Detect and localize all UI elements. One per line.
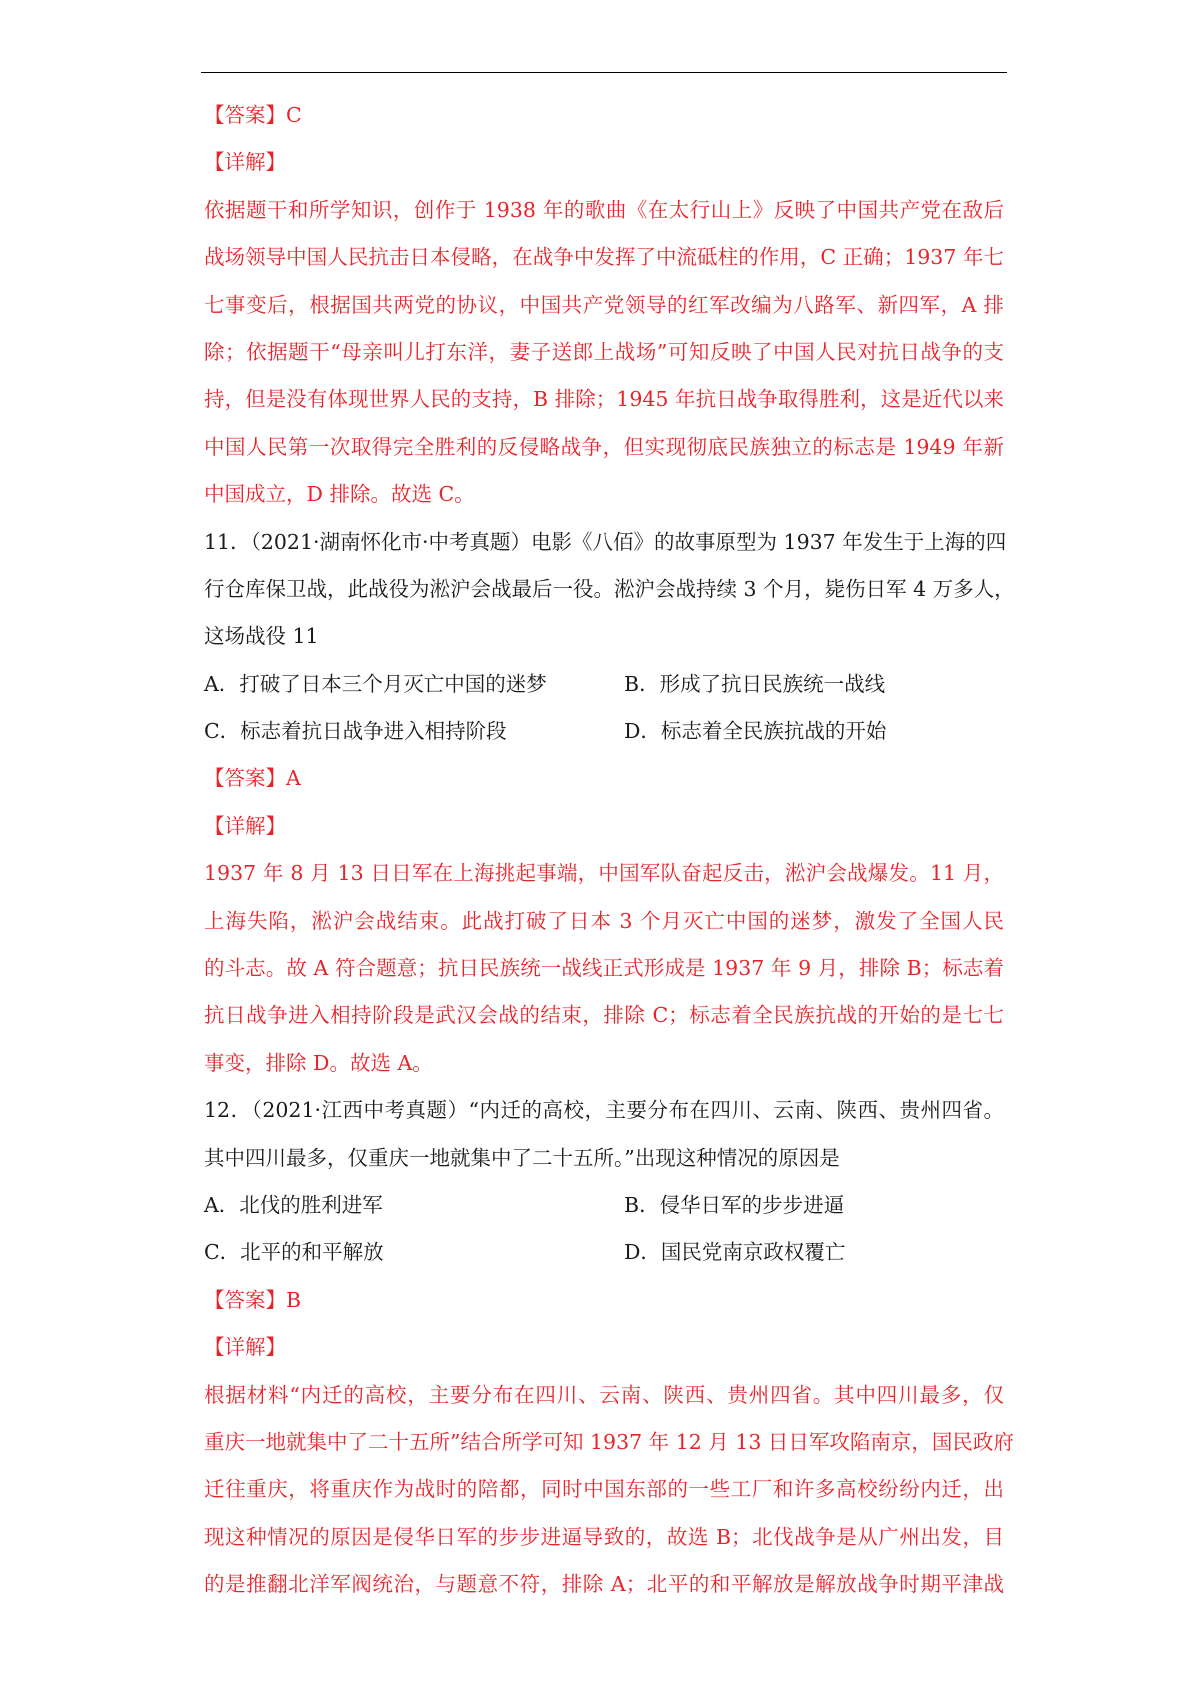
q11-option-c: C．标志着抗日战争进入相持阶段 [204,719,507,744]
detail-label-q12: 【详解】 [204,1335,286,1360]
question-11-stem: 这场战役 11 [204,624,319,649]
detail-line-q12: 迁往重庆，将重庆作为战时的陪都，同时中国东部的一些工厂和许多高校纷纷内迁，出 [204,1477,1004,1502]
question-12-options-row [204,1182,1004,1229]
page-content [204,92,1015,1609]
detail-line-q11: 事变，排除 D。故选 A。 [204,1050,433,1075]
question-11-stem: 11．（2021·湖南怀化市·中考真题）电影《八佰》的故事原型为 1937 年发生于上海的四 [204,529,1007,554]
detail-line-q10: 七事变后，根据国共两党的协议，中国共产党领导的红军改编为八路军、新四军，A 排 [204,292,1004,317]
detail-line-q12: 的是推翻北洋军阀统治，与题意不符，排除 A；北平的和平解放是解放战争时期平津战 [204,1572,1004,1597]
detail-line-q12: 现这种情况的原因是侵华日军的步步进逼导致的，故选 B；北伐战争是从广州出发，目 [204,1524,1004,1549]
q11-option-a: A．打破了日本三个月灭亡中国的迷梦 [204,671,547,696]
q12-option-a: A．北伐的胜利进军 [204,1192,383,1217]
detail-label-q10: 【详解】 [204,150,286,175]
question-12-options-row [204,1229,1004,1276]
detail-line-q11: 抗日战争进入相持阶段是武汉会战的结束，排除 C；标志着全民族抗战的开始的是七七 [204,1003,1004,1028]
detail-line-q12: 根据材料“内迁的高校，主要分布在四川、云南、陕西、贵州四省。其中四川最多，仅 [204,1382,1004,1407]
detail-line-q10: 依据题干和所学知识，创作于 1938 年的歌曲《在太行山上》反映了中国共产党在敌后 [204,197,1004,222]
detail-line-q11: 上海失陷，淞沪会战结束。此战打破了日本 3 个月灭亡中国的迷梦，激发了全国人民 [204,908,1004,933]
header-rule [201,72,1007,73]
answer-q11: 【答案】A [204,766,301,791]
detail-line-q10: 中国成立，D 排除。故选 C。 [204,482,475,507]
answer-q12: 【答案】B [204,1287,302,1312]
question-12-stem: 12．（2021·江西中考真题）“内迁的高校，主要分布在四川、云南、陕西、贵州四省。 [204,1098,1004,1123]
question-12-stem: 其中四川最多，仅重庆一地就集中了二十五所。”出现这种情况的原因是 [204,1145,840,1170]
q11-option-b: B．形成了抗日民族统一战线 [624,671,886,696]
detail-line-q10: 战场领导中国人民抗击日本侵略，在战争中发挥了中流砥柱的作用，C 正确；1937 年七 [204,245,1004,270]
detail-line-q10: 持，但是没有体现世界人民的支持，B 排除；1945 年抗日战争取得胜利，这是近代以来 [204,387,1004,412]
q11-option-d: D．标志着全民族抗战的开始 [624,719,887,744]
question-11-options-row [204,661,1004,708]
detail-line-q10: 中国人民第一次取得完全胜利的反侵略战争，但实现彻底民族独立的标志是 1949 年新 [204,434,1004,459]
detail-line-q12: 重庆一地就集中了二十五所”结合所学可知 1937 年 12 月 13 日日军攻陷南京，国民政府 [204,1429,1014,1454]
detail-line-q10: 除；依据题干“母亲叫儿打东洋，妻子送郎上战场”可知反映了中国人民对抗日战争的支 [204,339,1004,364]
q12-option-d: D．国民党南京政权覆亡 [624,1240,846,1265]
answer-q10: 【答案】C [204,103,302,127]
detail-label-q11: 【详解】 [204,813,286,838]
q12-option-c: C．北平的和平解放 [204,1240,384,1265]
detail-line-q11: 1937 年 8 月 13 日日军在上海挑起事端，中国军队奋起反击，淞沪会战爆发。11 月， [204,861,1004,886]
question-11-options-row [204,708,1004,755]
q12-option-b: B．侵华日军的步步进逼 [624,1192,845,1217]
detail-line-q11: 的斗志。故 A 符合题意；抗日民族统一战线正式形成是 1937 年 9 月，排除 B；标志着 [204,956,1004,981]
question-11-stem: 行仓库保卫战，此战役为淞沪会战最后一役。淞沪会战持续 3 个月，毙伤日军 4 万多人， [204,576,1015,601]
